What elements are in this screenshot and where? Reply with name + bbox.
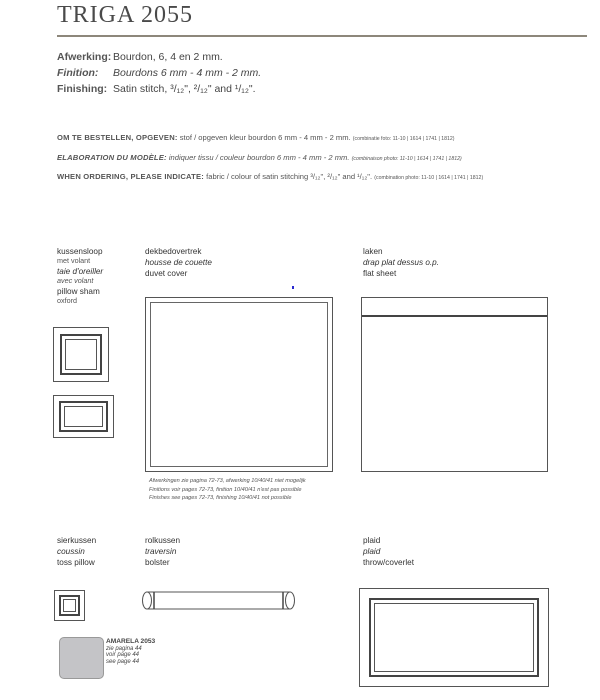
label-fr-sub: avec volant [57,276,94,285]
pillow-sham-oxford-illustration [53,395,114,438]
ordering-label: ELABORATION DU MODÈLE: [57,153,167,162]
flat-sheet-illustration [361,297,548,472]
plaid-inner-stitch [374,603,534,672]
spec-label: Finishing: [57,83,108,95]
note-fr: Finitions voir pages 72-73, finition 10/40/41 n'est pas possible [149,486,302,493]
pillow-inner-stitch [64,406,103,427]
pillow-inner-stitch [65,339,97,370]
label-nl: sierkussen [57,536,97,545]
ordering-text: indiquer tissu / couleur bourdon 6 mm - 4 mm - 2 mm. [168,153,350,162]
swatch-ref-fr: voir page 44 [106,652,140,658]
toss-pillow-labels [57,535,96,568]
bolster-illustration [138,588,300,614]
toss-pillow-illustration [54,590,85,621]
duvet-inner-stitch [150,302,328,467]
ordering-photo: (combinaison photo: 11-10 | 1614 | 1741 | 1812) [351,156,462,162]
label-fr: drap plat dessus o.p. [363,258,440,267]
label-nl-sub: met volant [57,256,91,265]
duvet-finishing-notes [149,477,306,503]
swatch-ref-en: see page 44 [106,658,140,665]
pillow-sham-square-illustration [53,327,109,382]
label-fr: traversin [145,547,177,556]
swatch-caption [106,639,155,665]
ordering-label: OM TE BESTELLEN, OPGEVEN: [57,133,178,142]
page-title: TRIGA 2055 [57,2,193,28]
sheet-top-band [362,315,547,317]
ordering-line-en [57,172,483,181]
pillow-inner-frame [60,334,102,375]
toss-inner-stitch [63,599,76,612]
duvet-cover-illustration [145,297,333,472]
label-fr: coussin [57,547,85,556]
label-en-sub: oxford [57,296,77,305]
toss-inner-frame [59,595,80,616]
spec-value: Satin stitch, ³/₁₂", ²/₁₂" and ¹/₁₂". [113,83,256,95]
note-nl: Afwerkingen zie pagina 72-73, afwerking 10/40/41 niet mogelijk [149,478,306,484]
bolster-labels [145,535,180,568]
fabric-swatch [59,637,104,679]
swatch-ref-nl: zie pagina 44 [106,645,142,652]
plaid-labels [363,535,414,568]
spec-label: Finition: [57,67,99,79]
label-fr: housse de couette [145,258,212,267]
label-en: toss pillow [57,558,95,567]
label-fr: taie d'oreiller [57,267,104,276]
ordering-text: fabric / colour of satin stitching ³/₁₂", ²/₁₂" and ¹/₁₂". [206,172,373,181]
spec-label: Afwerking: [57,51,112,63]
title-divider [57,35,587,37]
pillow-sham-labels [57,246,103,306]
label-nl: rolkussen [145,536,181,545]
label-en: bolster [145,558,170,567]
label-nl: plaid [363,536,381,545]
label-fr: plaid [363,547,381,556]
swatch-name: AMARELA 2053 [106,638,156,645]
note-en: Finishes see pages 72-73, finishing 10/40/41 not possible [149,495,292,501]
spec-row-en [57,83,256,95]
ordering-photo: (combination photo: 11-10 | 1614 | 1741 | 1812) [374,175,484,181]
blue-marker [292,286,294,289]
label-nl: laken [363,247,383,256]
label-nl: kussensloop [57,247,103,256]
pillow-inner-frame [59,401,108,432]
duvet-labels [145,246,212,279]
spec-value: Bourdon, 6, 4 en 2 mm. [113,51,223,63]
spec-row-fr [57,67,261,79]
ordering-line-nl [57,133,455,142]
label-en: pillow sham [57,287,100,296]
bolster-right-end [286,592,295,609]
label-nl: dekbedovertrek [145,247,202,256]
bolster-left-end [143,592,152,609]
spec-value: Bourdons 6 mm - 4 mm - 2 mm. [113,67,262,79]
bolster-body [147,592,290,609]
label-en: throw/coverlet [363,558,414,567]
label-en: duvet cover [145,269,188,278]
ordering-text: stof / opgeven kleur bourdon 6 mm - 4 mm - 2 mm. [179,133,351,142]
ordering-photo: (combinatie foto: 11-10 | 1614 | 1741 | 1812) [352,136,455,142]
plaid-inner-frame [369,598,539,677]
spec-row-nl [57,51,223,63]
ordering-label: WHEN ORDERING, PLEASE INDICATE: [57,172,204,181]
ordering-line-fr [57,153,462,162]
plaid-illustration [359,588,549,687]
label-en: flat sheet [363,269,397,278]
flat-sheet-labels [363,246,439,279]
